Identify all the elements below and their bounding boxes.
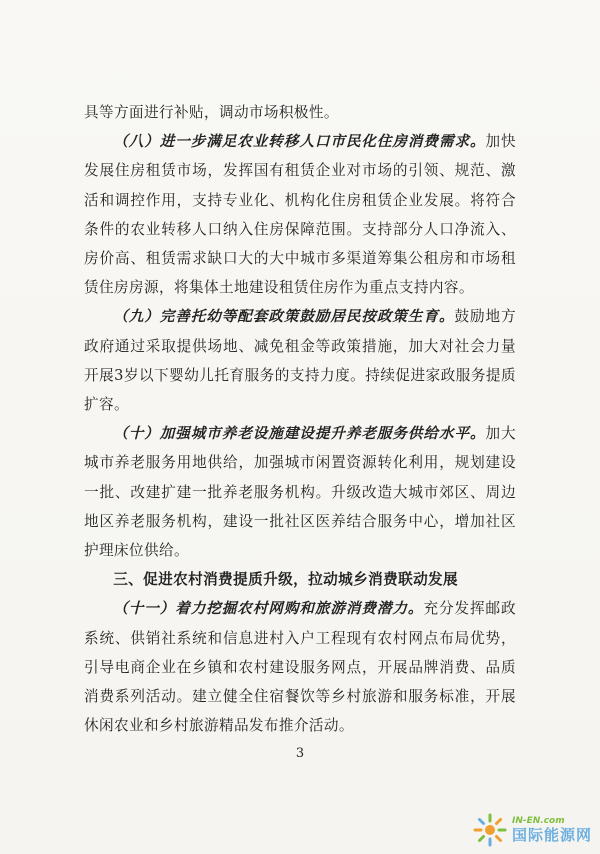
watermark-domain: IN-EN.com (511, 815, 565, 826)
body-text (84, 98, 516, 740)
watermark-logo (472, 812, 592, 848)
paragraph-lead: （九）完善托幼等配套政策鼓励居民按政策生育。 (113, 308, 455, 326)
paragraph-body: 鼓励地方政府通过采取提供场地、减免租金等政策措施，加大对社会力量开展3岁以下婴幼儿托育服务的支持力度。持续促进家政服务提质扩容。 (84, 308, 516, 414)
paragraph-10 (84, 419, 516, 565)
paragraph-lead: （八）进一步满足农业转移人口市民化住房消费需求。 (113, 133, 486, 151)
paragraph-lead: （十）加强城市养老设施建设提升养老服务供给水平。 (113, 425, 486, 443)
watermark-name: 国际能源网 (511, 825, 592, 844)
page-number: 3 (295, 746, 305, 761)
paragraph-lead: （十一）着力挖掘农村网购和旅游消费潜力。 (113, 600, 424, 618)
paragraph-body: 充分发挥邮政系统、供销社系统和信息进村入户工程现有农村网点布局优势，引导电商企业在乡镇和农村建设服务网点，开展品牌消费、品质消费系列活动。建立健全住宿餐饮等乡村旅游和服务标准，开展休闲农业和乡村旅游精品发布推介活动。 (84, 600, 516, 735)
paragraph-body: 具等方面进行补贴，调动市场积极性。 (84, 104, 339, 121)
section-heading: 三、促进农村消费提质升级，拉动城乡消费联动发展 (113, 571, 459, 589)
paragraph-continuation (84, 98, 516, 127)
in-en-logo-icon (472, 812, 508, 848)
paragraph-body: 加大城市养老服务用地供给，加强城市闲置资源转化利用，规划建设一批、改建扩建一批养老服务机构。升级改造大城市郊区、周边地区养老服务机构，建设一批社区医养结合服务中心，增加社区护理床位供给。 (84, 425, 516, 560)
paragraph-9 (84, 302, 516, 419)
paragraph-8 (84, 127, 516, 302)
paragraph-11 (84, 594, 516, 740)
paragraph-body: 加快发展住房租赁市场，发挥国有租赁企业对市场的引领、规范、激活和调控作用，支持专业化、机构化住房租赁企业发展。将符合条件的农业转移人口纳入住房保障范围。支持部分人口净流入、房价高、租赁需求缺口大的大中城市多渠道筹集公租房和市场租赁住房房源，将集体土地建设租赁住房作为重点支持内容。 (84, 133, 516, 297)
